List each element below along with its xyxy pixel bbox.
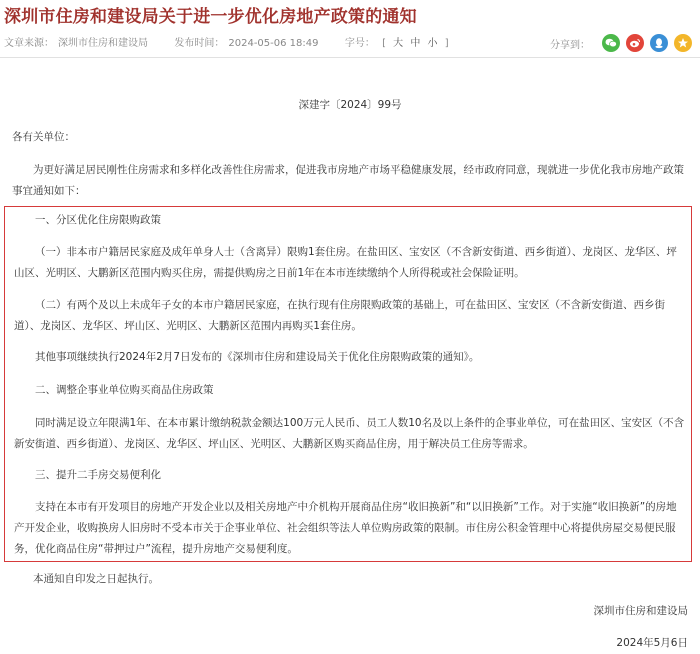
qq-icon[interactable] [650,34,668,52]
salutation: 各有关单位： [12,131,75,143]
section-1-paragraph-3: 其他事项继续执行2024年2月7日发布的《深圳市住房和建设局关于优化住房限购政策的通知》。 [35,351,480,363]
source-label: 文章来源： [4,38,54,49]
share-label: 分享到： [550,39,590,51]
source-value: 深圳市住房和建设局 [58,38,148,49]
section-3-title: 三、提升二手房交易便利化 [35,469,161,481]
qzone-icon[interactable] [674,34,692,52]
document-date: 2024年5月6日 [616,637,688,649]
closing-statement: 本通知自印发之日起执行。 [33,573,159,585]
fontsize-bracket-open: [ [382,38,386,49]
weibo-icon[interactable] [626,34,644,52]
signature: 深圳市住房和建设局 [593,605,688,617]
fontsize-bracket-close: ] [444,38,449,49]
wechat-icon[interactable] [602,34,620,52]
fontsize-large-button[interactable]: 大 [393,38,404,49]
section-1-title: 一、分区优化住房限购政策 [35,214,161,226]
section-2-paragraph-1: 同时满足设立年限满1年、在本市累计缴纳税款金额达100万元人民币、员工人数10名及以上条件的企事业单位，可在盐田区、宝安区（不含新安街道、西乡街道）、龙岗区、龙华区、坪山区、光明区、大鹏新区购买商品住房，用于解决员工住房等需求。 [14,417,685,450]
document-number: 深建字〔2024〕99号 [298,99,402,111]
time-value: 2024-05-06 18:49 [228,38,319,49]
share-bar [550,34,692,52]
section-2-title: 二、调整企事业单位购买商品住房政策 [35,384,214,396]
page-title: 深圳市住房和建设局关于进一步优化房地产政策的通知 [4,7,417,27]
fontsize-small-button[interactable]: 小 [427,38,438,49]
section-1-paragraph-2: （二）有两个及以上未成年子女的本市户籍居民家庭，在执行现有住房限购政策的基础上，可在盐田区、宝安区（不含新安街道、西乡街道）、龙岗区、龙华区、坪山区、光明区、大鹏新区范围内再购买1套住房。 [14,299,665,332]
fontsize-medium-button[interactable]: 中 [410,38,421,49]
article-meta [4,34,453,49]
section-1-paragraph-1: （一）非本市户籍居民家庭及成年单身人士（含离异）限购1套住房。在盐田区、宝安区（不含新安街道、西乡街道）、龙岗区、龙华区、坪山区、光明区、大鹏新区范围内购买住房，需提供购房之日前1年在本市连续缴纳个人所得税或社会保险证明。 [14,246,677,279]
fontsize-label: 字号： [344,38,375,49]
intro-paragraph: 为更好满足居民刚性住房需求和多样化改善性住房需求，促进我市房地产市场平稳健康发展，经市政府同意，现就进一步优化我市房地产政策事宜通知如下： [12,164,684,197]
section-3-paragraph-1: 支持在本市有开发项目的房地产开发企业以及相关房地产中介机构开展商品住房“收旧换新”和“以旧换新”工作。对于实施“收旧换新”的房地产开发企业，收购换房人旧房时不受本市关于企事业单位、社会组织等法人单位购房政策的限制。市住房公积金管理中心将提供房屋交易便民服务，优化商品住房“带押过户”流程，提升房地产交易便利度。 [14,501,677,555]
time-label: 发布时间： [174,38,225,49]
header-divider [0,57,700,58]
